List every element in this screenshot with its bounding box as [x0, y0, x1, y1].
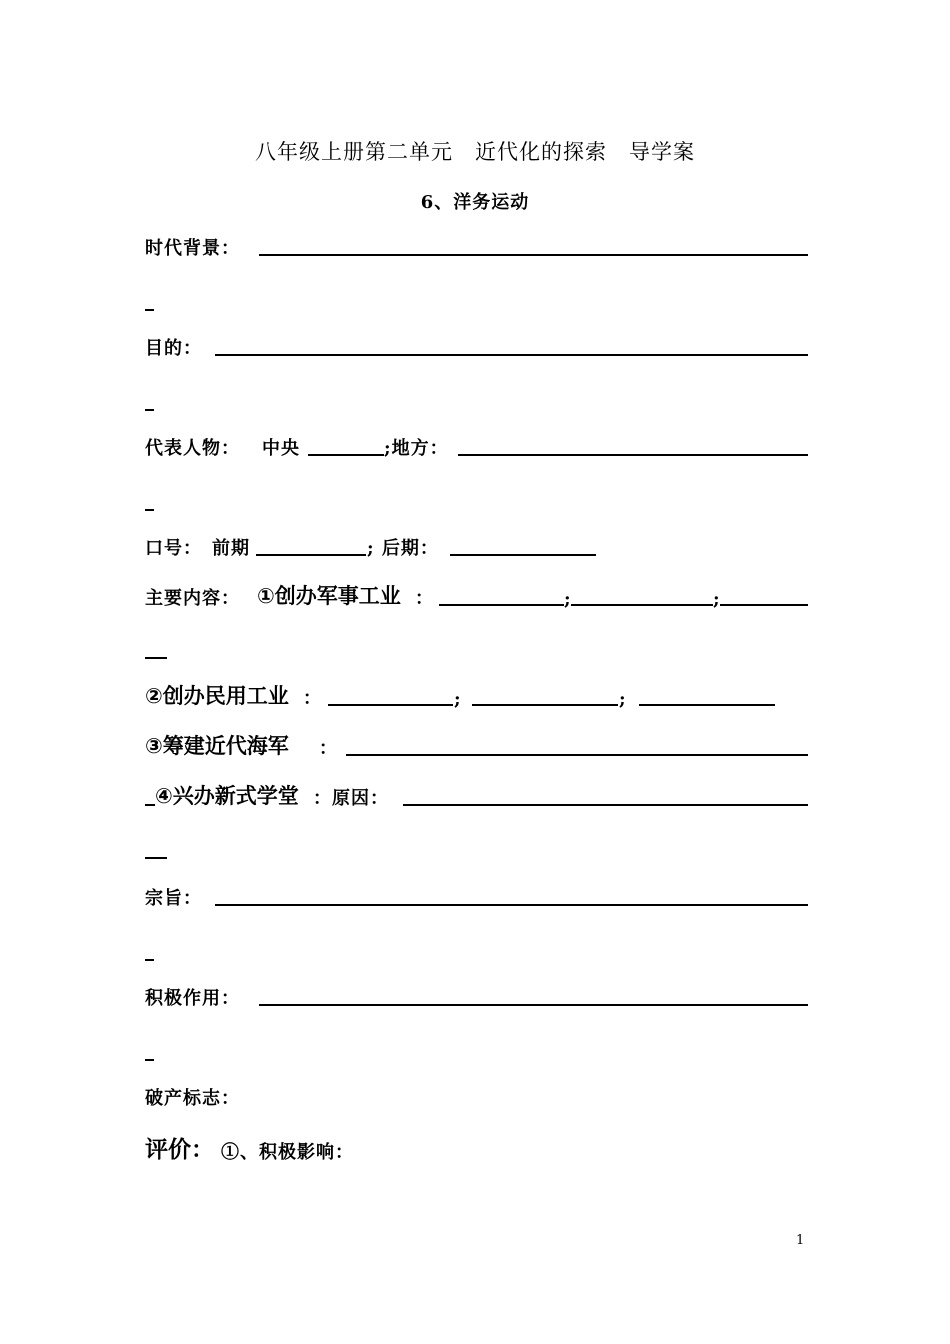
- military-blank-2[interactable]: [571, 604, 713, 606]
- purpose-line: [145, 332, 808, 362]
- background-label: 时代背景：: [145, 238, 240, 259]
- figures-central-label: 中央: [262, 438, 300, 459]
- failure-label: 破产标志：: [145, 1088, 240, 1109]
- background-overflow-blank: [145, 309, 154, 311]
- evaluation-item: ①、积极影响：: [221, 1142, 354, 1163]
- purpose-blank[interactable]: [215, 354, 808, 356]
- school-leading-blank: [145, 804, 155, 806]
- civil-blank-2[interactable]: [472, 704, 618, 706]
- military-semicolon-1: ;: [564, 589, 572, 610]
- failure-line: [145, 1082, 808, 1112]
- school-reason-label: ：原因：: [313, 788, 389, 809]
- content-navy-line: [145, 732, 808, 762]
- content-military-line: [145, 582, 808, 612]
- civil-semicolon-2: ;: [619, 689, 627, 710]
- slogan-line: [145, 532, 808, 562]
- figures-line: [145, 432, 808, 462]
- positive-blank[interactable]: [259, 1004, 808, 1006]
- civil-blank-3[interactable]: [639, 704, 775, 706]
- navy-label: ③筹建近代海军: [145, 734, 289, 758]
- figures-overflow-blank: [145, 509, 154, 511]
- navy-colon: ：: [319, 738, 338, 759]
- positive-line: [145, 982, 808, 1012]
- military-blank-3[interactable]: [720, 604, 808, 606]
- content-civil-line: [145, 682, 808, 712]
- content-label: 主要内容：: [145, 588, 240, 609]
- civil-blank-1[interactable]: [328, 704, 453, 706]
- purpose-label: 目的：: [145, 338, 202, 359]
- military-overflow-blank: [145, 657, 167, 659]
- background-blank[interactable]: [259, 254, 808, 256]
- figures-label: 代表人物：: [145, 438, 240, 459]
- military-blank-1[interactable]: [439, 604, 564, 606]
- page-title: 八年级上册第二单元 近代化的探索 导学案: [255, 140, 695, 164]
- slogan-early-blank[interactable]: [256, 554, 366, 556]
- military-industry-label: ①创办军事工业: [257, 584, 401, 608]
- positive-label: 积极作用：: [145, 988, 240, 1009]
- aim-overflow-blank: [145, 959, 154, 961]
- aim-blank[interactable]: [215, 904, 808, 906]
- slogan-early-label: 前期: [212, 538, 250, 559]
- content-school-line: [145, 782, 808, 812]
- positive-overflow-blank: [145, 1059, 154, 1061]
- evaluation-label: 评价：: [145, 1137, 214, 1163]
- lesson-title: 6、洋务运动: [420, 192, 530, 213]
- background-line: [145, 232, 808, 262]
- figures-central-blank[interactable]: [308, 454, 384, 456]
- school-reason-blank[interactable]: [403, 804, 808, 806]
- navy-blank[interactable]: [346, 754, 808, 756]
- figures-local-blank[interactable]: [458, 454, 808, 456]
- school-overflow-blank: [145, 857, 167, 859]
- aim-label: 宗旨：: [145, 888, 202, 909]
- aim-line: [145, 882, 808, 912]
- purpose-overflow-blank: [145, 409, 154, 411]
- school-label: ④兴办新式学堂: [155, 784, 299, 808]
- civil-semicolon-1: ;: [454, 689, 462, 710]
- civil-colon: ：: [303, 688, 322, 709]
- page-number: 1: [796, 1233, 805, 1248]
- slogan-label: 口号：: [145, 538, 202, 559]
- civil-industry-label: ②创办民用工业: [145, 684, 289, 708]
- evaluation-line: [145, 1130, 808, 1166]
- military-colon: ：: [415, 588, 434, 609]
- slogan-late-label: ; 后期：: [367, 538, 439, 559]
- figures-local-label: ;地方：: [384, 438, 449, 459]
- military-semicolon-2: ;: [713, 589, 721, 610]
- slogan-late-blank[interactable]: [450, 554, 596, 556]
